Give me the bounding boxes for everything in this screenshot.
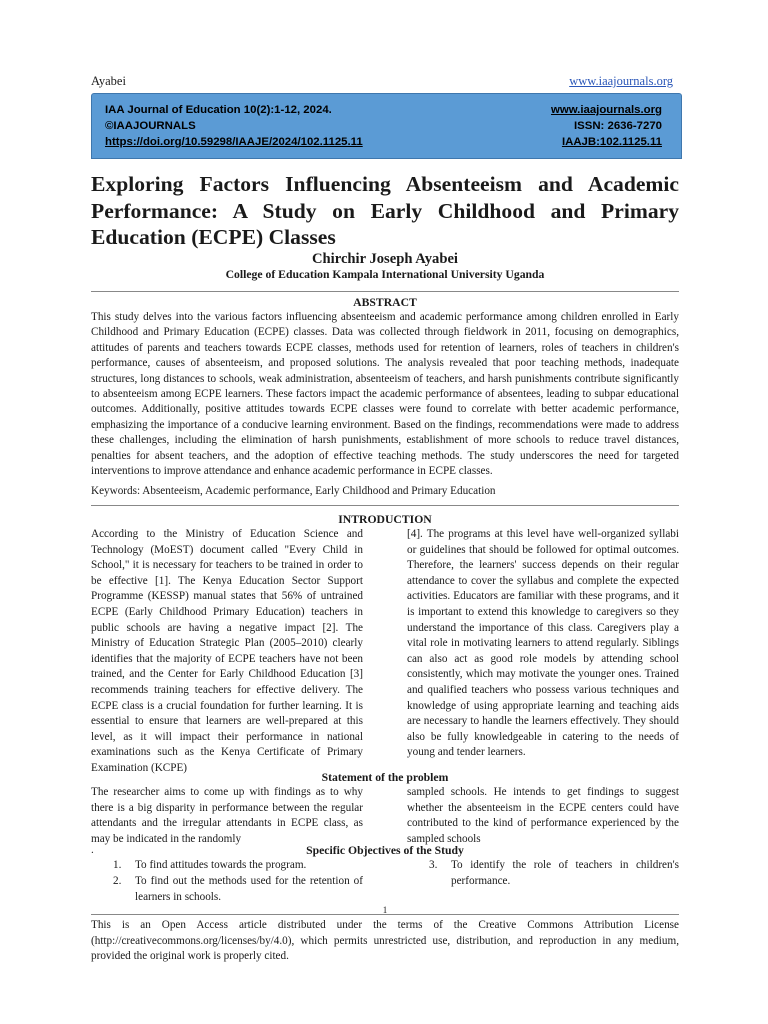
introduction-left-column: According to the Ministry of Education Science and Technology (MoEST) document called "Every Child in School," it is necessary for teachers to be trained in order to be effective [1]. The Kenya Education Sector Support Programme (KESSP) manual states that 56% of untrained ECPE (Early Childhood Primary Education) teachers in public schools are having a negative impact [2]. The Ministry of Education Strategic Plan (2005–2010) clearly identifies that the majority of ECPE teachers have not been trained, and the Center for Early Childhood Education [3] recommends training teachers for effective delivery. The ECPE class is a crucial foundation for further learning. It is essential to ensure that learners are well-prepared at this level, as it will impact their performance in national examinations such as the Kenya Certificate of Primary Examination (KCPE) (91, 528, 363, 774)
journal-banner (91, 93, 682, 159)
stray-period: . (91, 844, 94, 856)
introduction-right-column: [4]. The programs at this level have well-organized syllabi or guidelines that should be followed for optimal outcomes. Therefore, the learners' success depends on their regular attendance to cover the syllabus and complete the expected activities. Educators are familiar with these programs, and it is important to extend this knowledge to caregivers so they understand the importance of this class. Caregivers play a vital role in motivating learners to attend regularly. Siblings can also act as good role models by attending school consistently, which may motivate the younger ones. Trained and qualified teachers who possess various techniques and knowledge of using appropriate learning and teaching aids are necessary to handle the learners effectively. They should also be fully knowledgeable in catering to the needs of young and tender learners. (407, 528, 679, 759)
statement-right-column: sampled schools. He intends to get findings to suggest whether the absenteeism in the ECPE centers could have contributed to the kind of performance experienced by the sampled schools (407, 786, 679, 845)
page-number: 1 (382, 905, 388, 915)
banner-doi-link[interactable]: https://doi.org/10.59298/IAAJE/2024/102.1125.11 (105, 136, 363, 148)
running-header-site-link[interactable]: www.iaajournals.org (569, 74, 673, 88)
objective-text: To find attitudes towards the program. (135, 859, 307, 871)
banner-iaajb: IAAJB:102.1125.11 (561, 136, 662, 148)
abstract-keywords: Keywords: Absenteeism, Academic performance, Early Childhood and Primary Education (91, 485, 496, 497)
objective-number: 3. (429, 859, 438, 871)
divider (91, 505, 679, 506)
banner-left (105, 102, 363, 150)
objective-number: 1. (113, 859, 122, 871)
divider (91, 291, 679, 292)
objective-text: To find out the methods used for the retention of learners in schools. (135, 875, 363, 903)
banner-right (551, 102, 662, 150)
objectives-heading: Specific Objectives of the Study (306, 844, 464, 857)
statement-left-column: The researcher aims to come up with findings as to why there is a big disparity in performance between the regular attendants and the irregular attendants in ECPE class, as may be indicated in the randomly (91, 786, 363, 845)
article-affiliation: College of Education Kampala International University Uganda (225, 268, 545, 281)
article-title: Exploring Factors Influencing Absenteeism and Academic Performance: A Study on Early Childhood and Primary Education (ECPE) Classes (91, 172, 679, 249)
banner-journal: IAA Journal of Education 10(2):1-12, 2024. (105, 104, 332, 116)
abstract-heading: ABSTRACT (353, 296, 417, 309)
abstract-text: This study delves into the various factors influencing absenteeism and academic performance among children enrolled in Early Childhood and Primary Education (ECPE) classes. Data was collected through fieldwork in 2011, focusing on demographics, attitudes of parents and teachers towards ECPE classes, methods used for retention of learners, roles of teachers in children's performance, causes of absenteeism, and proposed solutions. The analysis revealed that poor teaching methods, inadequate structures, long distances to schools, weak administration, absenteeism of teachers, and harsh punishments contribute significantly to absenteeism among ECPE learners. These factors impact the academic performance of absentees, leading to subpar educational outcomes. Additionally, positive attitudes towards ECPE classes were found to correlate with better academic performance, emphasizing the importance of a conducive learning environment. Based on the findings, recommendations were made to address these challenges, including the elimination of harsh punishments, establishment of more schools to reduce travel distances, penalties for absent teachers, and the adoption of effective teaching methods. The study underscores the need for targeted interventions to improve attendance and enhance academic performance in ECPE classes. (91, 311, 679, 478)
objective-number: 2. (113, 875, 122, 887)
license-text: This is an Open Access article distributed under the terms of the Creative Commons Attribution License (http://creativecommons.org/licenses/by/4.0), which permits unrestricted use, distribution, and reproduction in any medium, provided the original work is properly cited. (91, 919, 679, 963)
article-author: Chirchir Joseph Ayabei (312, 251, 458, 267)
banner-issn: ISSN: 2636-7270 (573, 120, 662, 132)
banner-site-link[interactable]: www.iaajournals.org (551, 104, 662, 116)
running-header-author: Ayabei (91, 74, 126, 88)
objective-text: To identify the role of teachers in children's performance. (451, 859, 679, 887)
introduction-heading: INTRODUCTION (338, 513, 432, 526)
statement-heading: Statement of the problem (321, 771, 449, 784)
banner-publisher: ©IAAJOURNALS (105, 120, 196, 132)
footer-divider (91, 914, 679, 915)
